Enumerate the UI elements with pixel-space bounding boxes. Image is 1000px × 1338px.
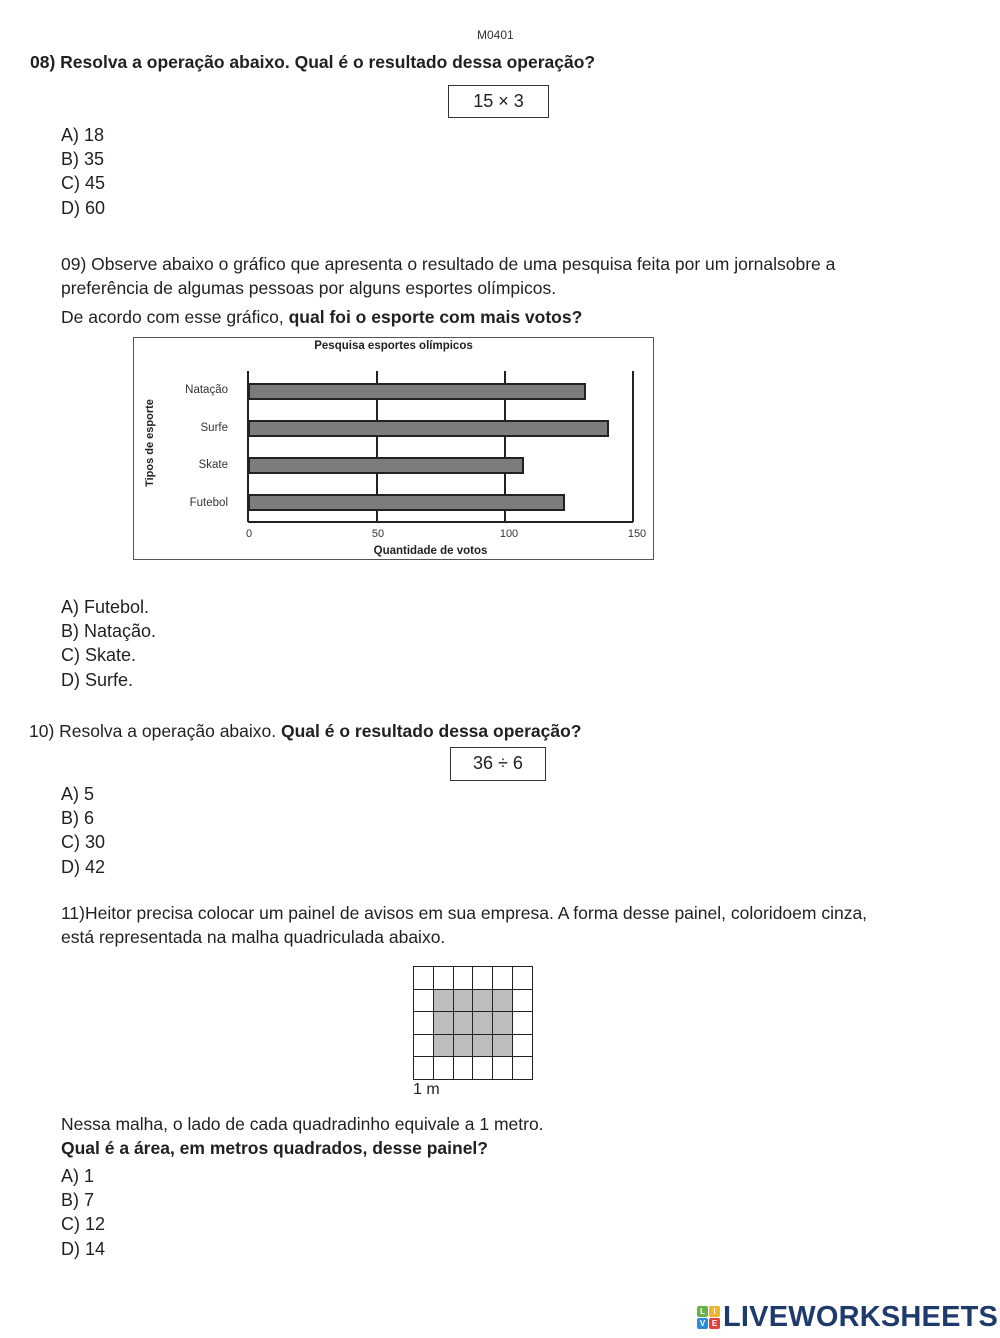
q11-text-line2: está representada na malha quadriculada abaixo. xyxy=(61,927,446,947)
q08-number: 08) xyxy=(30,52,56,72)
grid-cell xyxy=(473,967,493,990)
grid-cell xyxy=(414,1012,434,1035)
x-tick: 50 xyxy=(371,528,385,540)
x-axis-label: Quantidade de votos xyxy=(373,545,488,557)
q09-options xyxy=(61,595,156,692)
q11-number: 11) xyxy=(61,903,85,923)
q10-title-normal: Resolva a operação abaixo. xyxy=(59,721,281,741)
q09-text-line2: preferência de algumas pessoas por alguns esportes olímpicos. xyxy=(61,278,557,298)
q08-option-c[interactable]: C) 45 xyxy=(61,173,106,194)
grid-cell xyxy=(414,1057,434,1080)
q10-option-b[interactable]: B) 6 xyxy=(61,808,95,829)
q08-title xyxy=(30,51,595,73)
grid-cell xyxy=(414,967,434,990)
grid-cell-shaded xyxy=(454,1012,474,1035)
grid-cell-shaded xyxy=(434,1012,454,1035)
q08-option-b[interactable]: B) 35 xyxy=(61,149,105,170)
y-axis-label: Tipos de esporte xyxy=(144,399,156,487)
q09-option-c[interactable]: C) Skate. xyxy=(61,645,137,666)
grid-cell xyxy=(414,1035,434,1058)
grid-cell-shaded xyxy=(454,990,474,1013)
grid-cell xyxy=(414,990,434,1013)
q10-options xyxy=(61,782,105,879)
q10-title xyxy=(29,720,582,742)
q10-option-d[interactable]: D) 42 xyxy=(61,856,106,877)
logo-text: LIVEWORKSHEETS xyxy=(723,1301,999,1333)
category-label: Futebol xyxy=(189,497,228,509)
grid-cell-shaded xyxy=(473,1035,493,1058)
grid-cell-shaded xyxy=(493,1035,513,1058)
q11-text-line1: Heitor precisa colocar um painel de avisos em sua empresa. A forma desse painel, coloridoem cinza, xyxy=(85,903,868,923)
q09-option-a[interactable]: A) Futebol. xyxy=(61,597,150,617)
chart-title: Pesquisa esportes olímpicos xyxy=(314,340,473,352)
grid-unit-label: 1 m xyxy=(413,1081,440,1098)
grid-cell-shaded xyxy=(493,990,513,1013)
q10-number: 10) xyxy=(29,721,55,741)
logo-square-e: E xyxy=(709,1318,720,1329)
q09-prompt-normal: De acordo com esse gráfico, xyxy=(61,307,289,327)
gridline-150 xyxy=(632,371,634,522)
grid-cell-shaded xyxy=(473,990,493,1013)
q10-title-bold: Qual é o resultado dessa operação? xyxy=(280,721,582,741)
q11-question: Qual é a área, em metros quadrados, desse painel? xyxy=(61,1138,488,1158)
grid-cell xyxy=(513,1057,533,1080)
grid-cell xyxy=(513,990,533,1013)
grid-cell-shaded xyxy=(473,1012,493,1035)
grid-cell xyxy=(493,1057,513,1080)
bar-natacao xyxy=(248,383,586,400)
q11-option-c[interactable]: C) 12 xyxy=(61,1214,106,1235)
grid-cell xyxy=(473,1057,493,1080)
bar-skate xyxy=(248,457,524,474)
q09-intro xyxy=(61,252,931,300)
q08-options xyxy=(61,123,105,220)
q09-number: 09) xyxy=(61,254,87,274)
logo-icon xyxy=(697,1306,720,1329)
grid-cell xyxy=(513,967,533,990)
grid-cell xyxy=(493,967,513,990)
q09-prompt xyxy=(61,305,582,329)
q09-text-line1: Observe abaixo o gráfico que apresenta o resultado de uma pesquisa feita por um jornalsobre a xyxy=(91,254,836,274)
q08-option-a[interactable]: A) 18 xyxy=(61,125,105,145)
grid-cell xyxy=(513,1012,533,1035)
q11-option-a[interactable]: A) 1 xyxy=(61,1166,95,1186)
bar-surfe xyxy=(248,420,609,437)
q10-option-a[interactable]: A) 5 xyxy=(61,784,95,804)
logo-square-i: I xyxy=(709,1306,720,1317)
q11-option-b[interactable]: B) 7 xyxy=(61,1190,95,1211)
q11-statement: Nessa malha, o lado de cada quadradinho equivale a 1 metro. xyxy=(61,1114,544,1134)
q11-option-d[interactable]: D) 14 xyxy=(61,1238,106,1259)
logo-square-l: L xyxy=(697,1306,708,1317)
q08-option-d[interactable]: D) 60 xyxy=(61,197,106,218)
q11-intro xyxy=(61,901,961,949)
grid-cell xyxy=(454,1057,474,1080)
liveworksheets-logo[interactable] xyxy=(697,1302,998,1332)
q08-operation-box: 15 × 3 xyxy=(448,85,549,118)
exam-code: M0401 xyxy=(477,28,514,42)
bar-futebol xyxy=(248,494,565,511)
category-label: Skate xyxy=(198,459,228,471)
q08-question: Resolva a operação abaixo. Qual é o resultado dessa operação? xyxy=(60,52,596,72)
grid-cell-shaded xyxy=(454,1035,474,1058)
q11-options xyxy=(61,1164,105,1261)
x-tick: 100 xyxy=(499,528,519,540)
x-tick: 0 xyxy=(245,528,253,540)
grid-cell-shaded xyxy=(493,1012,513,1035)
category-label: Natação xyxy=(185,384,228,396)
grid-cell xyxy=(434,1057,454,1080)
q09-option-d[interactable]: D) Surfe. xyxy=(61,669,134,690)
q10-operation-box: 36 ÷ 6 xyxy=(450,747,546,781)
category-label: Surfe xyxy=(200,422,228,434)
q10-option-c[interactable]: C) 30 xyxy=(61,832,106,853)
x-tick: 150 xyxy=(627,528,647,540)
chart-frame xyxy=(133,337,654,560)
logo-square-v: V xyxy=(697,1318,708,1329)
grid-cell xyxy=(434,967,454,990)
x-axis xyxy=(248,521,633,523)
q09-prompt-bold: qual foi o esporte com mais votos? xyxy=(288,307,583,327)
grid-cell xyxy=(454,967,474,990)
grid-cell xyxy=(513,1035,533,1058)
q09-option-b[interactable]: B) Natação. xyxy=(61,621,157,642)
grid-cell-shaded xyxy=(434,990,454,1013)
square-grid xyxy=(413,966,533,1080)
grid-cell-shaded xyxy=(434,1035,454,1058)
